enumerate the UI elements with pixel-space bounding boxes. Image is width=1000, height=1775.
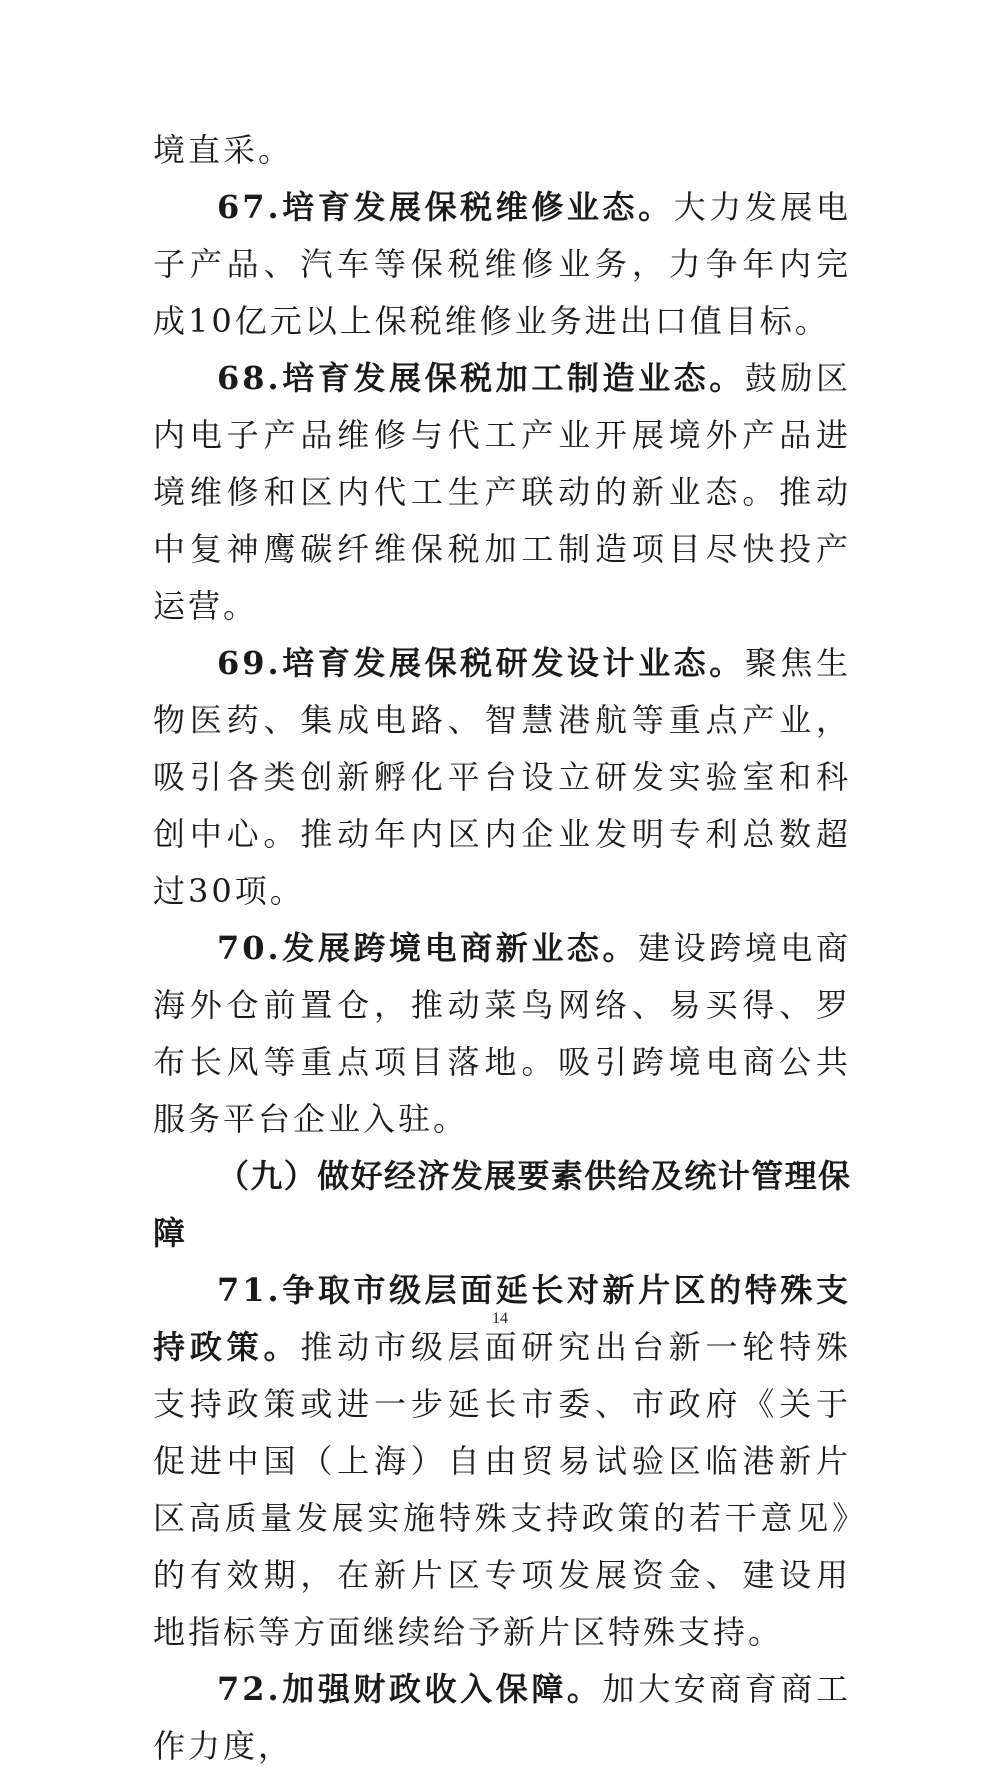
paragraph-68-lead: 68.培育发展保税加工制造业态。 <box>217 359 745 397</box>
paragraph-70-lead: 70.发展跨境电商新业态。 <box>217 929 639 967</box>
paragraph-72-lead: 72.加强财政收入保障。 <box>217 1670 603 1708</box>
paragraph-71-lead: 71.争取市级层面延长对新片区的特殊支持政策。 <box>153 1271 851 1366</box>
paragraph-69 <box>153 635 851 920</box>
paragraph-71-body: 推动市级层面研究出台新一轮特殊支持政策或进一步延长市委、市政府《关于促进中国（上海）自由贸易试验区临港新片区高质量发展实施特殊支持政策的若干意见》的有效期，在新片区专项发展资金、建设用地指标等方面继续给予新片区特殊支持。 <box>153 1328 851 1651</box>
paragraph-67-lead: 67.培育发展保税维修业态。 <box>217 188 674 226</box>
paragraph-69-lead: 69.培育发展保税研发设计业态。 <box>217 644 745 682</box>
paragraph-text: 境直采。 <box>153 131 294 169</box>
paragraph-72 <box>153 1661 851 1775</box>
paragraph-68 <box>153 350 851 635</box>
paragraph-69-body: 聚焦生物医药、集成电路、智慧港航等重点产业，吸引各类创新孵化平台设立研发实验室和科创中心。推动年内区内企业发明专利总数超过30项。 <box>153 644 851 910</box>
paragraph-67 <box>153 179 851 350</box>
paragraph-continuation <box>153 122 851 179</box>
paragraph-70-body: 建设跨境电商海外仓前置仓，推动菜鸟网络、易买得、罗布长风等重点项目落地。吸引跨境电商公共服务平台企业入驻。 <box>153 929 851 1138</box>
paragraph-70 <box>153 920 851 1148</box>
paragraph-72-body: 加大安商育商工作力度， <box>153 1670 851 1765</box>
document-body <box>153 122 851 1775</box>
paragraph-68-body: 鼓励区内电子产品维修与代工产业开展境外产品进境维修和区内代工生产联动的新业态。推动中复神鹰碳纤维保税加工制造项目尽快投产运营。 <box>153 359 851 625</box>
paragraph-67-body: 大力发展电子产品、汽车等保税维修业务，力争年内完成10亿元以上保税维修业务进出口值目标。 <box>153 188 851 340</box>
section-heading-9: （九）做好经济发展要素供给及统计管理保障 <box>153 1157 851 1252</box>
page-number: 14 <box>492 1310 508 1327</box>
